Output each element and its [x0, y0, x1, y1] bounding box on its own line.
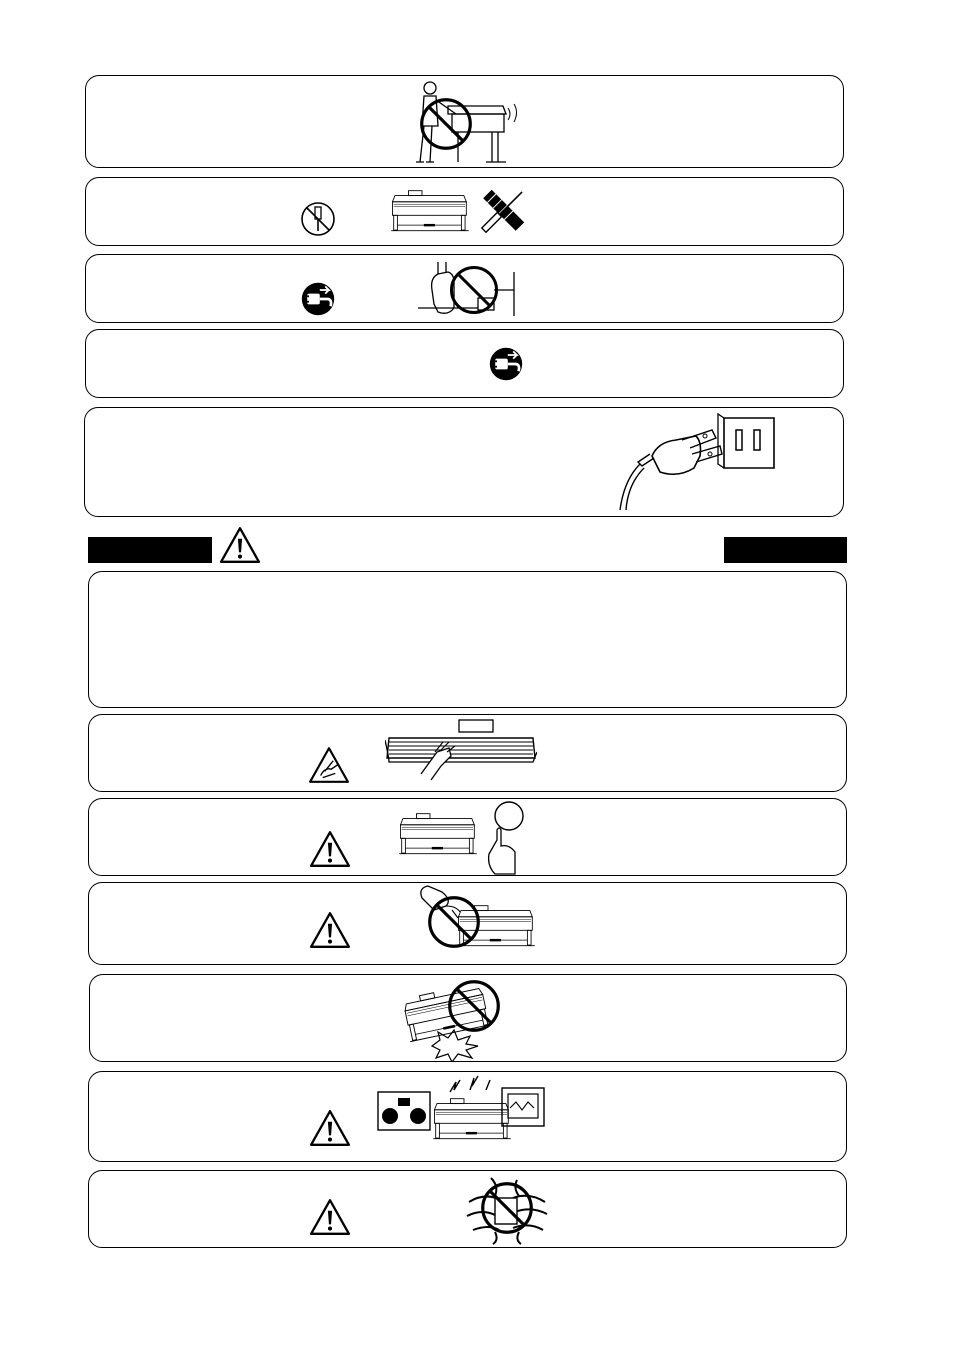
screwdriver-hammer-icon [470, 178, 536, 244]
unplug-symbol-icon [488, 346, 524, 382]
plug-and-outlet-icon [612, 412, 777, 512]
caution-triangle-icon [309, 830, 351, 868]
caution-triangle-icon [309, 1109, 351, 1147]
falling-piano-icon [398, 974, 518, 1062]
caution-triangle-icon [309, 1198, 351, 1236]
warning-box-unplug-when-unused [85, 329, 844, 398]
stereo-tv-interference-icon [376, 1074, 548, 1148]
hand-pulling-plug-icon [418, 260, 518, 320]
pinch-hazard-symbol-icon [308, 746, 350, 784]
do-not-disassemble-symbol-icon [300, 201, 336, 237]
caution-box-intro [88, 571, 847, 708]
caution-triangle-icon [309, 911, 351, 949]
finger-pressing-button-icon [483, 800, 525, 878]
person-leaning-on-piano-icon [408, 78, 523, 166]
closing-key-cover-icon [385, 718, 537, 788]
prohibited-thinner-icon [465, 1172, 549, 1246]
digital-piano-icon [398, 804, 478, 864]
caution-triangle-icon [219, 526, 261, 564]
caution-header-bar-left [88, 537, 212, 563]
caution-header-bar-right [724, 537, 847, 563]
digital-piano-icon [390, 178, 470, 244]
unplug-symbol-icon [300, 281, 336, 317]
vase-spilling-icon [412, 884, 536, 962]
